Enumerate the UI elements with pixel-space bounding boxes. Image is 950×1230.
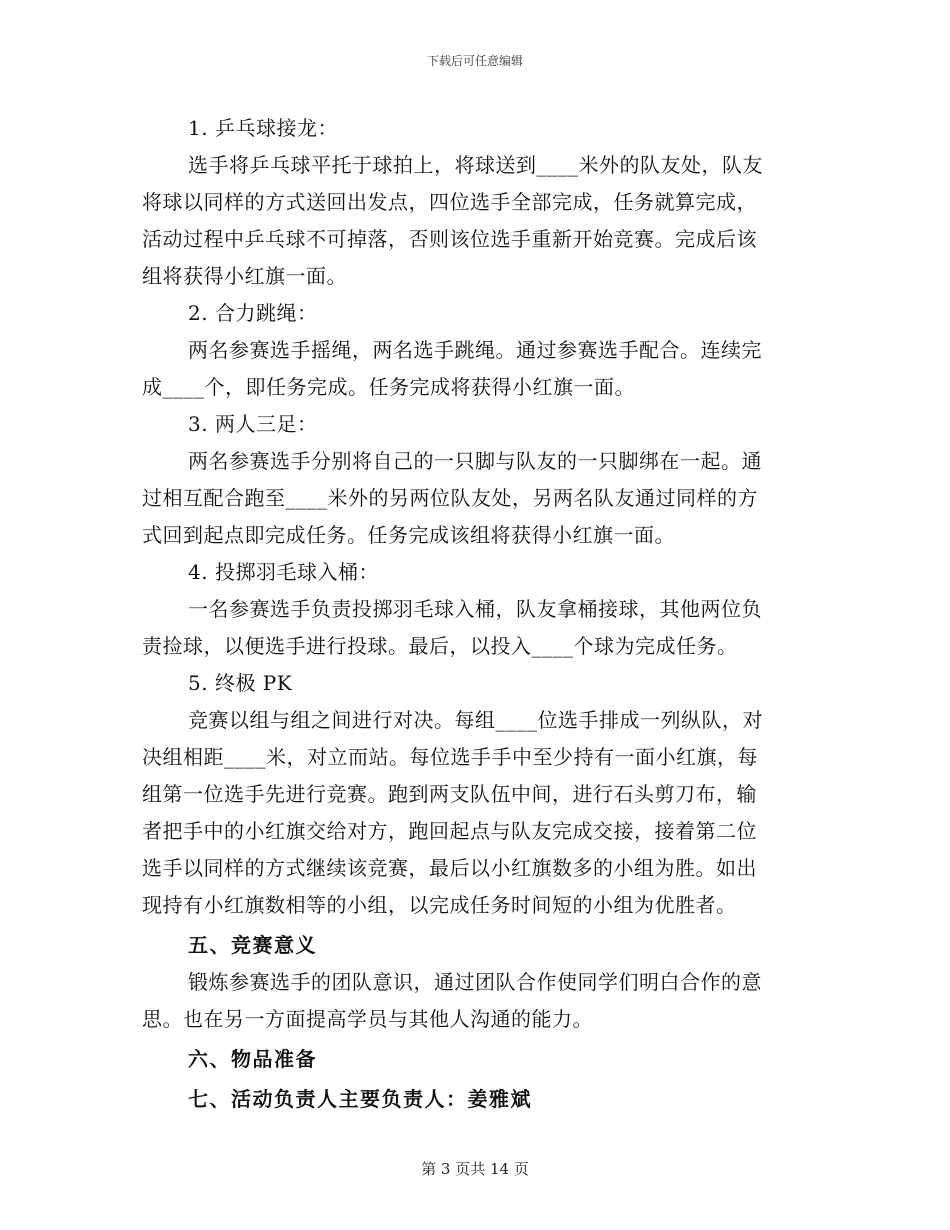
section-heading: 4. 投掷羽毛球入桶： [188,560,379,584]
paragraph-line: 竞赛以组与组之间进行对决。每组____位选手排成一列纵队，对 [188,708,763,732]
paragraph-line: 将球以同样的方式送回出发点，四位选手全部完成，任务就算完成， [142,190,757,214]
paragraph-line: 活动过程中乒乓球不可掉落，否则该位选手重新开始竞赛。完成后该 [142,227,757,251]
page-header: 下载后可任意编辑 [426,54,523,68]
paragraph-line: 成____个，即任务完成。任务完成将获得小红旗一面。 [142,375,635,399]
section-heading: 3. 两人三足： [188,412,318,436]
paragraph-line: 过相互配合跑至____米外的另两位队友处，另两名队友通过同样的方 [142,486,758,510]
section-heading: 2. 合力跳绳： [188,301,318,325]
section-heading: 1. 乒乓球接龙： [188,116,338,140]
paragraph-line: 选手以同样的方式继续该竞赛，最后以小红旗数多的小组为胜。如出 [142,856,757,880]
paragraph-line: 现持有小红旗数相等的小组，以完成任务时间短的小组为优胜者。 [142,893,737,917]
paragraph-line: 思。也在另一方面提高学员与其他人沟通的能力。 [142,1007,593,1031]
paragraph-line: 责捡球，以便选手进行投球。最后，以投入____个球为完成任务。 [142,634,738,658]
page-footer: 第 3 页共 14 页 [421,1160,529,1178]
paragraph-line: 锻炼参赛选手的团队意识，通过团队合作使同学们明白合作的意 [188,970,762,994]
paragraph-line: 选手将乒乓球平托于球拍上，将球送到____米外的队友处，队友 [188,153,763,177]
document-body [142,110,804,1118]
paragraph-line: 者把手中的小红旗交给对方，跑回起点与队友完成交接，接着第二位 [142,819,757,843]
paragraph-line: 组第一位选手先进行竞赛。跑到两支队伍中间，进行石头剪刀布，输 [142,782,757,806]
section-heading: 六、物品准备 [188,1047,317,1071]
section-heading: 七、活动负责人主要负责人：姜雅斌 [188,1087,532,1111]
section-heading: 五、竞赛意义 [188,933,317,957]
paragraph-line: 一名参赛选手负责投掷羽毛球入桶，队友拿桶接球，其他两位负 [188,597,762,621]
section-heading: 5. 终极 PK [188,671,293,695]
paragraph-line: 两名参赛选手摇绳，两名选手跳绳。通过参赛选手配合。连续完 [188,338,762,362]
paragraph-line: 组将获得小红旗一面。 [142,264,347,288]
paragraph-line: 式回到起点即完成任务。任务完成该组将获得小红旗一面。 [142,523,675,547]
paragraph-line: 决组相距____米，对立而站。每位选手手中至少持有一面小红旗，每 [142,745,758,769]
paragraph-line: 两名参赛选手分别将自己的一只脚与队友的一只脚绑在一起。通 [188,449,762,473]
